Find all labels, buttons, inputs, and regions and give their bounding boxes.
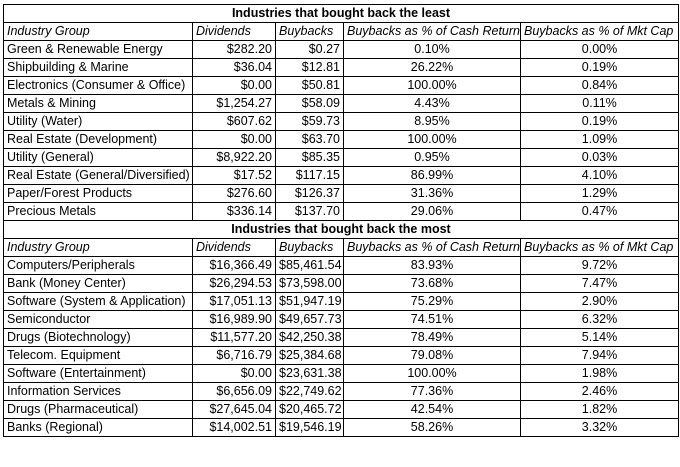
table-row — [4, 383, 679, 401]
table-row — [4, 185, 679, 203]
table-row — [4, 167, 679, 185]
dividends-cell: $6,656.09 — [193, 383, 276, 401]
column-header-row-most — [4, 239, 679, 257]
industry-group-cell: Telecom. Equipment — [4, 347, 193, 365]
pct-cash-return-cell: 78.49% — [344, 329, 521, 347]
pct-mkt-cap-cell: 0.00% — [521, 41, 679, 59]
pct-mkt-cap-cell: 7.47% — [521, 275, 679, 293]
table-row — [4, 329, 679, 347]
pct-cash-return-cell: 42.54% — [344, 401, 521, 419]
table-row — [4, 419, 679, 437]
column-header-row-least — [4, 23, 679, 41]
industry-group-cell: Real Estate (General/Diversified) — [4, 167, 193, 185]
table-row — [4, 257, 679, 275]
dividends-cell: $16,366.49 — [193, 257, 276, 275]
industry-group-cell: Banks (Regional) — [4, 419, 193, 437]
industry-group-cell: Real Estate (Development) — [4, 131, 193, 149]
dividends-cell: $8,922.20 — [193, 149, 276, 167]
pct-mkt-cap-cell: 2.46% — [521, 383, 679, 401]
pct-cash-return-cell: 4.43% — [344, 95, 521, 113]
industry-group-cell: Bank (Money Center) — [4, 275, 193, 293]
pct-mkt-cap-cell: 1.82% — [521, 401, 679, 419]
industry-group-cell: Paper/Forest Products — [4, 185, 193, 203]
pct-cash-return-cell: 26.22% — [344, 59, 521, 77]
pct-cash-return-cell: 86.99% — [344, 167, 521, 185]
table-row — [4, 365, 679, 383]
pct-cash-return-header: Buybacks as % of Cash Return — [344, 239, 521, 257]
pct-cash-return-cell: 100.00% — [344, 365, 521, 383]
section-title-least: Industries that bought back the least — [4, 5, 679, 23]
dividends-cell: $14,002.51 — [193, 419, 276, 437]
pct-mkt-cap-cell: 9.72% — [521, 257, 679, 275]
pct-mkt-cap-cell: 7.94% — [521, 347, 679, 365]
dividends-cell: $6,716.79 — [193, 347, 276, 365]
table-row — [4, 95, 679, 113]
buybacks-cell: $19,546.19 — [276, 419, 344, 437]
pct-mkt-cap-cell: 0.19% — [521, 113, 679, 131]
buybacks-header: Buybacks — [276, 239, 344, 257]
industry-group-cell: Information Services — [4, 383, 193, 401]
pct-mkt-cap-cell: 0.19% — [521, 59, 679, 77]
pct-cash-return-cell: 77.36% — [344, 383, 521, 401]
pct-mkt-cap-cell: 1.09% — [521, 131, 679, 149]
buybacks-header: Buybacks — [276, 23, 344, 41]
pct-cash-return-cell: 31.36% — [344, 185, 521, 203]
dividends-header: Dividends — [193, 239, 276, 257]
table-row — [4, 131, 679, 149]
pct-cash-return-cell: 58.26% — [344, 419, 521, 437]
pct-mkt-cap-cell: 6.32% — [521, 311, 679, 329]
pct-mkt-cap-cell: 1.29% — [521, 185, 679, 203]
industry-group-cell: Software (Entertainment) — [4, 365, 193, 383]
dividends-cell: $0.00 — [193, 77, 276, 95]
industry-group-cell: Shipbuilding & Marine — [4, 59, 193, 77]
pct-mkt-cap-cell: 0.84% — [521, 77, 679, 95]
buybacks-cell: $85,461.54 — [276, 257, 344, 275]
dividends-cell: $11,577.20 — [193, 329, 276, 347]
table-row — [4, 401, 679, 419]
dividends-cell: $16,989.90 — [193, 311, 276, 329]
pct-mkt-cap-cell: 1.98% — [521, 365, 679, 383]
pct-cash-return-cell: 0.10% — [344, 41, 521, 59]
buybacks-cell: $25,384.68 — [276, 347, 344, 365]
table-row — [4, 41, 679, 59]
buybacks-cell: $137.70 — [276, 203, 344, 221]
buybacks-cell: $58.09 — [276, 95, 344, 113]
pct-mkt-cap-cell: 0.11% — [521, 95, 679, 113]
pct-cash-return-cell: 29.06% — [344, 203, 521, 221]
table-row — [4, 311, 679, 329]
pct-cash-return-cell: 100.00% — [344, 77, 521, 95]
pct-mkt-cap-cell: 5.14% — [521, 329, 679, 347]
industry-group-cell: Computers/Peripherals — [4, 257, 193, 275]
pct-cash-return-cell: 79.08% — [344, 347, 521, 365]
dividends-cell: $282.20 — [193, 41, 276, 59]
pct-mkt-cap-cell: 4.10% — [521, 167, 679, 185]
buyback-tables — [3, 4, 679, 437]
section-title-row-most — [4, 221, 679, 239]
industry-group-cell: Precious Metals — [4, 203, 193, 221]
buybacks-cell: $85.35 — [276, 149, 344, 167]
buybacks-cell: $63.70 — [276, 131, 344, 149]
table-row — [4, 149, 679, 167]
buybacks-cell: $12.81 — [276, 59, 344, 77]
dividends-cell: $336.14 — [193, 203, 276, 221]
dividends-cell: $17.52 — [193, 167, 276, 185]
pct-mkt-cap-header: Buybacks as % of Mkt Cap — [521, 239, 679, 257]
dividends-cell: $27,645.04 — [193, 401, 276, 419]
buybacks-cell: $59.73 — [276, 113, 344, 131]
industry-group-cell: Green & Renewable Energy — [4, 41, 193, 59]
table-body — [4, 5, 679, 437]
pct-cash-return-cell: 73.68% — [344, 275, 521, 293]
industry-group-cell: Metals & Mining — [4, 95, 193, 113]
pct-mkt-cap-cell: 0.03% — [521, 149, 679, 167]
buybacks-cell: $73,598.00 — [276, 275, 344, 293]
dividends-cell: $17,051.13 — [193, 293, 276, 311]
table-row — [4, 113, 679, 131]
buybacks-cell: $126.37 — [276, 185, 344, 203]
pct-cash-return-cell: 8.95% — [344, 113, 521, 131]
pct-cash-return-cell: 75.29% — [344, 293, 521, 311]
pct-mkt-cap-header: Buybacks as % of Mkt Cap — [521, 23, 679, 41]
table-row — [4, 293, 679, 311]
dividends-cell: $0.00 — [193, 131, 276, 149]
buybacks-cell: $51,947.19 — [276, 293, 344, 311]
table-row — [4, 59, 679, 77]
table-row — [4, 275, 679, 293]
buybacks-cell: $20,465.72 — [276, 401, 344, 419]
table-row — [4, 77, 679, 95]
industry-group-header: Industry Group — [4, 239, 193, 257]
dividends-header: Dividends — [193, 23, 276, 41]
dividends-cell: $1,254.27 — [193, 95, 276, 113]
industry-group-cell: Software (System & Application) — [4, 293, 193, 311]
industry-group-cell: Semiconductor — [4, 311, 193, 329]
buybacks-cell: $23,631.38 — [276, 365, 344, 383]
industry-group-header: Industry Group — [4, 23, 193, 41]
dividends-cell: $0.00 — [193, 365, 276, 383]
industry-group-cell: Drugs (Biotechnology) — [4, 329, 193, 347]
table-row — [4, 347, 679, 365]
pct-cash-return-cell: 74.51% — [344, 311, 521, 329]
section-title-most: Industries that bought back the most — [4, 221, 679, 239]
pct-cash-return-cell: 83.93% — [344, 257, 521, 275]
industry-group-cell: Utility (Water) — [4, 113, 193, 131]
pct-mkt-cap-cell: 2.90% — [521, 293, 679, 311]
dividends-cell: $276.60 — [193, 185, 276, 203]
dividends-cell: $26,294.53 — [193, 275, 276, 293]
buyback-table — [3, 4, 679, 437]
buybacks-cell: $0.27 — [276, 41, 344, 59]
industry-group-cell: Electronics (Consumer & Office) — [4, 77, 193, 95]
section-title-row-least — [4, 5, 679, 23]
dividends-cell: $607.62 — [193, 113, 276, 131]
pct-cash-return-cell: 0.95% — [344, 149, 521, 167]
dividends-cell: $36.04 — [193, 59, 276, 77]
pct-cash-return-header: Buybacks as % of Cash Return — [344, 23, 521, 41]
table-row — [4, 203, 679, 221]
pct-cash-return-cell: 100.00% — [344, 131, 521, 149]
buybacks-cell: $117.15 — [276, 167, 344, 185]
buybacks-cell: $42,250.38 — [276, 329, 344, 347]
pct-mkt-cap-cell: 0.47% — [521, 203, 679, 221]
pct-mkt-cap-cell: 3.32% — [521, 419, 679, 437]
buybacks-cell: $49,657.73 — [276, 311, 344, 329]
buybacks-cell: $22,749.62 — [276, 383, 344, 401]
industry-group-cell: Drugs (Pharmaceutical) — [4, 401, 193, 419]
industry-group-cell: Utility (General) — [4, 149, 193, 167]
buybacks-cell: $50.81 — [276, 77, 344, 95]
